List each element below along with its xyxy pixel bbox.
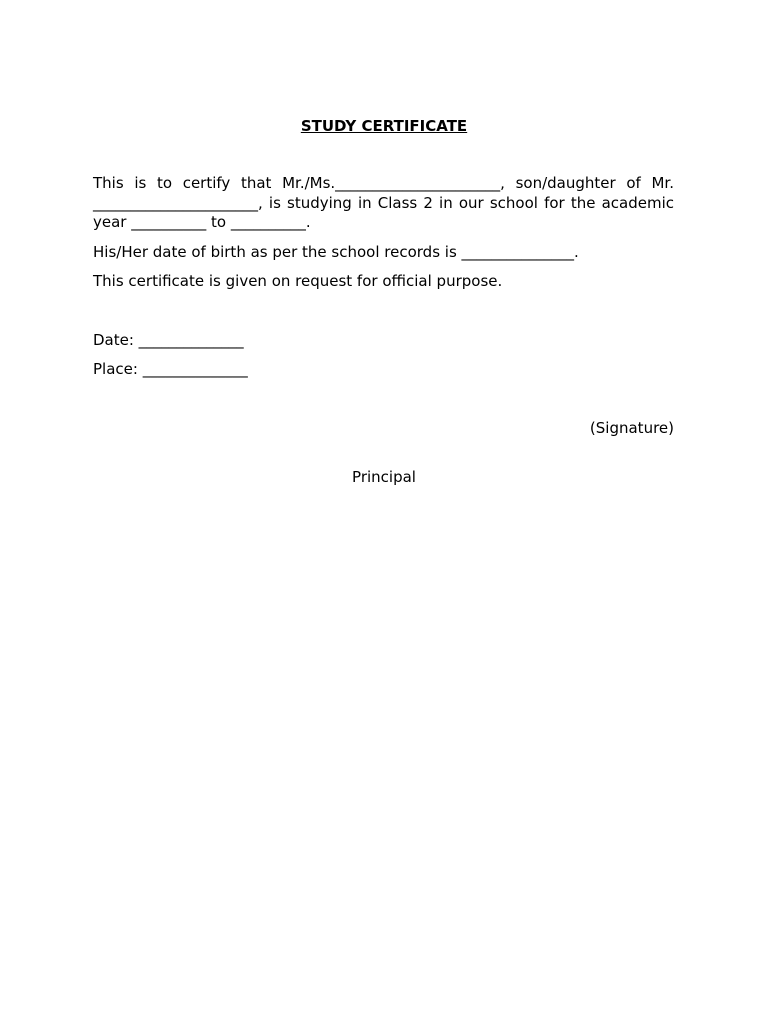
date-field-line: Date: ______________ — [93, 331, 244, 349]
principal-label: Principal — [352, 468, 416, 486]
date-of-birth-line: His/Her date of birth as per the school records is _______________. — [93, 243, 579, 261]
purpose-line: This certificate is given on request for official purpose. — [93, 272, 503, 290]
certificate-title: STUDY CERTIFICATE — [300, 117, 468, 135]
certification-paragraph: This is to certify that Mr./Ms.______________________, son/daughter of Mr. ______________________, is studying in Class 2 in our school for the academic year __________ to __________. — [93, 174, 674, 231]
signature-label: (Signature) — [589, 419, 674, 437]
place-field-line: Place: ______________ — [93, 360, 248, 378]
